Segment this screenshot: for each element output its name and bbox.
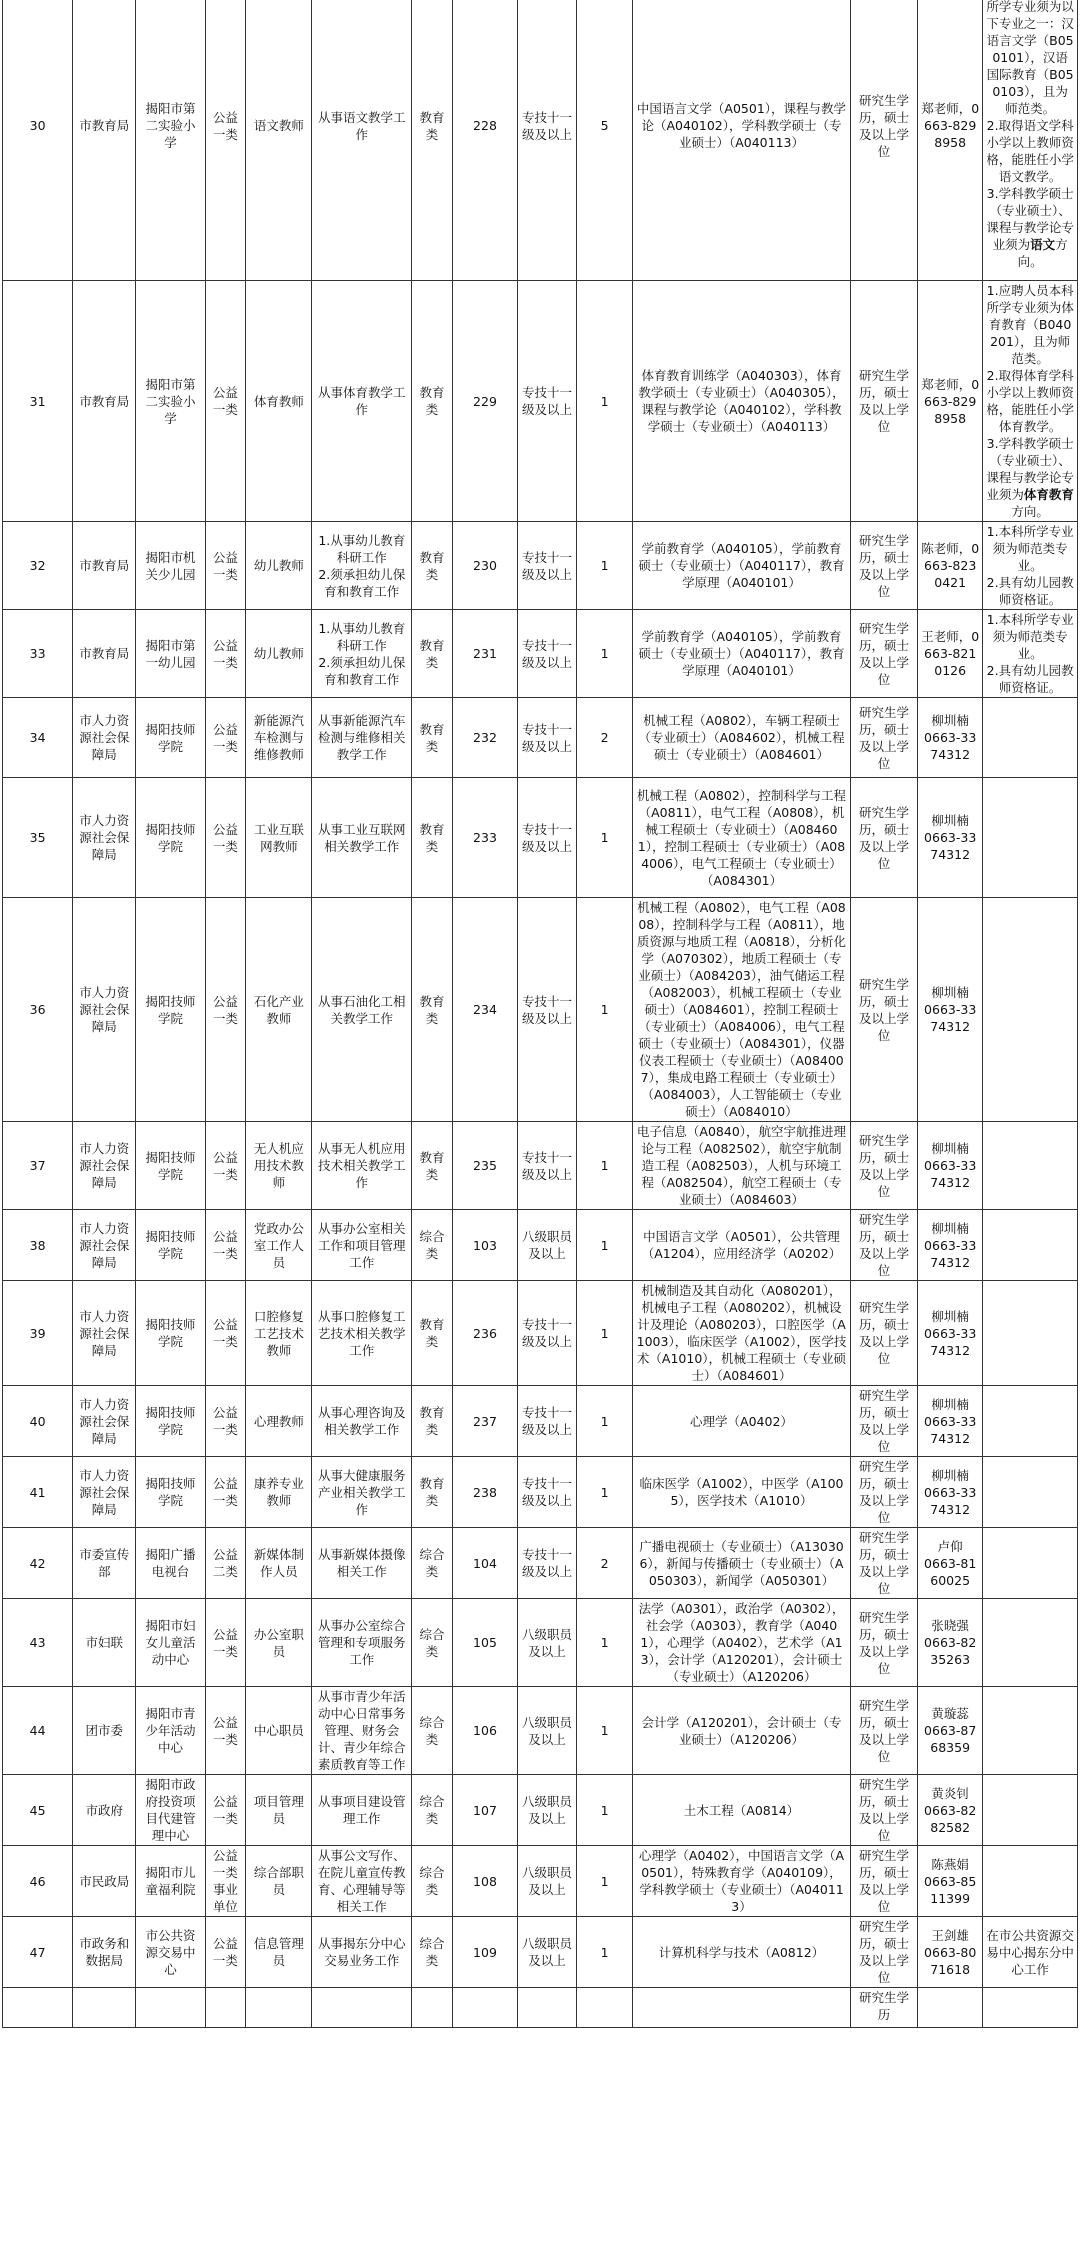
cell-dept: 市人力资源社会保障局 — [73, 898, 136, 1122]
cell-code: 107 — [452, 1775, 517, 1846]
table-row — [3, 1917, 1078, 1988]
note-text: 1.本科所学专业须为师范类专业。 2.具有幼儿园教师资格证。 — [986, 524, 1074, 607]
cell-note — [983, 1846, 1078, 1917]
cell-contact — [918, 1988, 983, 2028]
cell-no: 41 — [3, 1457, 73, 1528]
cell-duty: 从事市青少年活动中心日常事务管理、财务会计、青少年综合素质教育等工作 — [312, 1687, 412, 1775]
cell-duty — [312, 1988, 412, 2028]
cell-post: 语文教师 — [246, 0, 312, 281]
cell-type: 公益一类 — [205, 281, 246, 522]
cell-edu: 研究生学历，硕士及以上学位 — [850, 1917, 917, 1988]
cell-contact: 柳圳楠 0663-3374312 — [918, 1457, 983, 1528]
cell-duty: 从事石油化工相关教学工作 — [312, 898, 412, 1122]
cell-type — [205, 1988, 246, 2028]
cell-count: 1 — [577, 1917, 633, 1988]
cell-note — [983, 1281, 1078, 1386]
note-emphasis: 语文 — [1030, 237, 1056, 252]
cell-level: 专技十一级及以上 — [518, 610, 577, 698]
cell-duty: 1.从事幼儿教育科研工作 2.须承担幼儿保育和教育工作 — [312, 522, 412, 610]
cell-category: 综合类 — [412, 1528, 453, 1599]
cell-post: 康养专业教师 — [246, 1457, 312, 1528]
cell-contact: 王老师，0663-8210126 — [918, 610, 983, 698]
cell-type: 公益一类 — [205, 1386, 246, 1457]
cell-unit: 揭阳技师学院 — [136, 698, 205, 778]
cell-unit: 揭阳市妇女儿童活动中心 — [136, 1599, 205, 1687]
cell-code: 231 — [452, 610, 517, 698]
cell-code: 235 — [452, 1122, 517, 1210]
table-row — [3, 1687, 1078, 1775]
cell-level: 专技十一级及以上 — [518, 281, 577, 522]
cell-post: 幼儿教师 — [246, 522, 312, 610]
cell-code: 230 — [452, 522, 517, 610]
note-text: 1.本科所学专业须为师范类专业。 2.具有幼儿园教师资格证。 — [986, 612, 1074, 695]
cell-dept: 市民政局 — [73, 1846, 136, 1917]
cell-major: 机械工程（A0802），控制科学与工程（A0811），电气工程（A0808），机械工程硕士（专业硕士）（A084601），控制工程硕士（专业硕士）（A084006），电气工程硕士（专业硕士）（A084301） — [633, 778, 851, 898]
cell-unit: 揭阳技师学院 — [136, 778, 205, 898]
cell-count: 1 — [577, 610, 633, 698]
cell-count: 1 — [577, 1846, 633, 1917]
cell-duty: 从事工业互联网相关教学工作 — [312, 778, 412, 898]
cell-code: 108 — [452, 1846, 517, 1917]
cell-type: 公益一类 — [205, 1457, 246, 1528]
cell-major: 机械工程（A0802），电气工程（A0808），控制科学与工程（A0811），地质资源与地质工程（A0818），分析化学（A070302），地质工程硕士（专业硕士）（A084203），油气储运工程（A082003），机械工程硕士（专业硕士）（A084601），控制工程硕士（专业硕士）（A084006），电气工程硕士（专业硕士）（A084301），仪器仪表工程硕士（专业硕士）（A084007），集成电路工程硕士（专业硕士）（A084003），人工智能硕士（专业硕士）（A084010） — [633, 898, 851, 1122]
cell-major: 电子信息（A0840），航空宇航推进理论与工程（A082502），航空宇航制造工程（A082503），人机与环境工程（A082504），航空工程硕士（专业硕士）（A084603） — [633, 1122, 851, 1210]
cell-edu: 研究生学历，硕士及以上学位 — [850, 778, 917, 898]
cell-no — [3, 1988, 73, 2028]
cell-level: 专技十一级及以上 — [518, 0, 577, 281]
cell-duty: 从事公文写作、在院儿童宣传教育、心理辅导等相关工作 — [312, 1846, 412, 1917]
cell-duty: 从事语文教学工作 — [312, 0, 412, 281]
cell-major: 法学（A0301），政治学（A0302），社会学（A0303），教育学（A0401），心理学（A0402），艺术学（A13），会计学（A120201），会计硕士（专业硕士）（A120206） — [633, 1599, 851, 1687]
cell-type: 公益一类 — [205, 0, 246, 281]
cell-count: 5 — [577, 0, 633, 281]
table-row — [3, 281, 1078, 522]
cell-contact: 卢仰 0663-8160025 — [918, 1528, 983, 1599]
cell-level: 八级职员及以上 — [518, 1846, 577, 1917]
cell-no: 43 — [3, 1599, 73, 1687]
cell-code: 232 — [452, 698, 517, 778]
cell-count: 1 — [577, 1775, 633, 1846]
cell-edu: 研究生学历，硕士及以上学位 — [850, 0, 917, 281]
cell-dept: 市教育局 — [73, 281, 136, 522]
cell-note — [983, 0, 1078, 281]
cell-contact: 柳圳楠 0663-3374312 — [918, 1122, 983, 1210]
cell-edu: 研究生学历，硕士及以上学位 — [850, 898, 917, 1122]
cell-category: 教育类 — [412, 898, 453, 1122]
cell-post: 心理教师 — [246, 1386, 312, 1457]
cell-code: 229 — [452, 281, 517, 522]
cell-note — [983, 1528, 1078, 1599]
cell-no: 44 — [3, 1687, 73, 1775]
cell-dept: 市教育局 — [73, 610, 136, 698]
cell-unit: 揭阳市青少年活动中心 — [136, 1687, 205, 1775]
cell-count: 2 — [577, 1528, 633, 1599]
table-row — [3, 522, 1078, 610]
cell-type: 公益一类 — [205, 898, 246, 1122]
cell-note — [983, 1386, 1078, 1457]
cell-duty: 1.从事幼儿教育科研工作 2.须承担幼儿保育和教育工作 — [312, 610, 412, 698]
cell-count: 1 — [577, 1457, 633, 1528]
cell-type: 公益一类 — [205, 1687, 246, 1775]
cell-unit: 揭阳市儿童福利院 — [136, 1846, 205, 1917]
note-tail: 方向。 — [1017, 237, 1068, 269]
cell-post: 办公室职员 — [246, 1599, 312, 1687]
cell-duty: 从事心理咨询及相关教学工作 — [312, 1386, 412, 1457]
table-row — [3, 1281, 1078, 1386]
cell-contact: 柳圳楠 0663-3374312 — [918, 778, 983, 898]
cell-code: 105 — [452, 1599, 517, 1687]
cell-no: 34 — [3, 698, 73, 778]
cell-category: 教育类 — [412, 1281, 453, 1386]
cell-level: 八级职员及以上 — [518, 1775, 577, 1846]
cell-dept: 团市委 — [73, 1687, 136, 1775]
cell-unit — [136, 1988, 205, 2028]
cell-edu: 研究生学历，硕士及以上学位 — [850, 281, 917, 522]
cell-duty: 从事无人机应用技术相关教学工作 — [312, 1122, 412, 1210]
table-row — [3, 1122, 1078, 1210]
cell-code: 233 — [452, 778, 517, 898]
cell-category: 教育类 — [412, 0, 453, 281]
cell-count — [577, 1988, 633, 2028]
cell-post: 信息管理员 — [246, 1917, 312, 1988]
cell-major — [633, 1988, 851, 2028]
cell-unit: 揭阳广播电视台 — [136, 1528, 205, 1599]
cell-contact: 柳圳楠 0663-3374312 — [918, 1210, 983, 1281]
note-tail: 方向。 — [1011, 504, 1049, 519]
cell-duty: 从事口腔修复工艺技术相关教学工作 — [312, 1281, 412, 1386]
cell-edu: 研究生学历，硕士及以上学位 — [850, 1528, 917, 1599]
cell-level: 专技十一级及以上 — [518, 778, 577, 898]
cell-type: 公益一类 — [205, 1599, 246, 1687]
cell-no: 37 — [3, 1122, 73, 1210]
cell-code — [452, 1988, 517, 2028]
cell-note — [983, 610, 1078, 698]
cell-category: 综合类 — [412, 1599, 453, 1687]
cell-edu: 研究生学历，硕士及以上学位 — [850, 1386, 917, 1457]
cell-count: 2 — [577, 698, 633, 778]
cell-level: 专技十一级及以上 — [518, 522, 577, 610]
cell-category: 综合类 — [412, 1846, 453, 1917]
note-emphasis: 体育教育 — [1023, 487, 1074, 502]
cell-unit: 揭阳技师学院 — [136, 1210, 205, 1281]
cell-unit: 揭阳技师学院 — [136, 898, 205, 1122]
cell-major: 机械工程（A0802），车辆工程硕士（专业硕士）（A084602），机械工程硕士（专业硕士）（A084601） — [633, 698, 851, 778]
cell-edu: 研究生学历，硕士及以上学位 — [850, 1846, 917, 1917]
cell-unit: 揭阳市第二实验小学 — [136, 281, 205, 522]
cell-note — [983, 522, 1078, 610]
cell-no: 42 — [3, 1528, 73, 1599]
cell-type: 公益一类 — [205, 1281, 246, 1386]
cell-category: 综合类 — [412, 1775, 453, 1846]
cell-post: 工业互联网教师 — [246, 778, 312, 898]
cell-category: 综合类 — [412, 1917, 453, 1988]
cell-code: 106 — [452, 1687, 517, 1775]
cell-code: 104 — [452, 1528, 517, 1599]
table-row — [3, 698, 1078, 778]
cell-level: 专技十一级及以上 — [518, 1122, 577, 1210]
cell-type: 公益二类 — [205, 1528, 246, 1599]
cell-count: 1 — [577, 1210, 633, 1281]
cell-no: 47 — [3, 1917, 73, 1988]
cell-code: 228 — [452, 0, 517, 281]
cell-contact: 黄炎钊 0663-8282582 — [918, 1775, 983, 1846]
cell-dept: 市人力资源社会保障局 — [73, 1386, 136, 1457]
table-row — [3, 1457, 1078, 1528]
cell-level: 八级职员及以上 — [518, 1917, 577, 1988]
cell-contact: 柳圳楠 0663-3374312 — [918, 898, 983, 1122]
cell-code: 103 — [452, 1210, 517, 1281]
note-text: 1.应聘人员本科所学专业须为体育教育（B040201），且为师范类。 2.取得体育学科小学以上教师资格，能胜任小学体育教学。 3.学科教学硕士（专业硕士）、课程与教学论专业须为 — [986, 283, 1074, 502]
cell-dept: 市人力资源社会保障局 — [73, 1457, 136, 1528]
cell-unit: 揭阳技师学院 — [136, 1386, 205, 1457]
cell-contact: 王剑雄 0663-8071618 — [918, 1917, 983, 1988]
cell-post: 无人机应用技术教师 — [246, 1122, 312, 1210]
cell-contact: 张晓强 0663-8235263 — [918, 1599, 983, 1687]
cell-level: 专技十一级及以上 — [518, 1281, 577, 1386]
cell-dept — [73, 1988, 136, 2028]
cell-level: 专技十一级及以上 — [518, 1528, 577, 1599]
cell-dept: 市人力资源社会保障局 — [73, 698, 136, 778]
cell-duty: 从事项目建设管理工作 — [312, 1775, 412, 1846]
cell-major: 学前教育学（A040105），学前教育硕士（专业硕士）（A040117），教育学原理（A040101） — [633, 522, 851, 610]
cell-dept: 市教育局 — [73, 0, 136, 281]
cell-edu: 研究生学历，硕士及以上学位 — [850, 698, 917, 778]
cell-no: 40 — [3, 1386, 73, 1457]
table-row-partial — [3, 1988, 1078, 2028]
cell-post: 中心职员 — [246, 1687, 312, 1775]
cell-edu: 研究生学历，硕士及以上学位 — [850, 1281, 917, 1386]
cell-duty: 从事揭东分中心交易业务工作 — [312, 1917, 412, 1988]
cell-type: 公益一类 — [205, 1917, 246, 1988]
cell-note — [983, 1599, 1078, 1687]
table-row — [3, 1210, 1078, 1281]
table-row — [3, 1386, 1078, 1457]
cell-category: 教育类 — [412, 1457, 453, 1528]
cell-edu: 研究生学历，硕士及以上学位 — [850, 1599, 917, 1687]
cell-type: 公益一类 — [205, 522, 246, 610]
cell-edu: 研究生学历，硕士及以上学位 — [850, 1210, 917, 1281]
cell-level — [518, 1988, 577, 2028]
cell-no: 30 — [3, 0, 73, 281]
cell-note — [983, 698, 1078, 778]
cell-code: 238 — [452, 1457, 517, 1528]
cell-no: 45 — [3, 1775, 73, 1846]
cell-no: 31 — [3, 281, 73, 522]
cell-post: 幼儿教师 — [246, 610, 312, 698]
cell-type: 公益一类 — [205, 610, 246, 698]
cell-note — [983, 1775, 1078, 1846]
table-row — [3, 1599, 1078, 1687]
cell-duty: 从事体育教学工作 — [312, 281, 412, 522]
cell-category: 教育类 — [412, 1386, 453, 1457]
cell-dept: 市教育局 — [73, 522, 136, 610]
cell-count: 1 — [577, 522, 633, 610]
cell-category: 综合类 — [412, 1687, 453, 1775]
cell-dept: 市人力资源社会保障局 — [73, 1122, 136, 1210]
cell-type: 公益一类 — [205, 1210, 246, 1281]
cell-edu: 研究生学历，硕士及以上学位 — [850, 1775, 917, 1846]
cell-count: 1 — [577, 1386, 633, 1457]
table-row — [3, 778, 1078, 898]
cell-duty: 从事大健康服务产业相关教学工作 — [312, 1457, 412, 1528]
cell-dept: 市妇联 — [73, 1599, 136, 1687]
cell-no: 38 — [3, 1210, 73, 1281]
cell-edu: 研究生学历，硕士及以上学位 — [850, 1687, 917, 1775]
cell-major: 学前教育学（A040105），学前教育硕士（专业硕士）（A040117），教育学原理（A040101） — [633, 610, 851, 698]
cell-level: 八级职员及以上 — [518, 1687, 577, 1775]
cell-duty: 从事新媒体摄像相关工作 — [312, 1528, 412, 1599]
cell-post: 项目管理员 — [246, 1775, 312, 1846]
note-text: 在市公共资源交易中心揭东分中心工作 — [986, 1927, 1074, 1977]
cell-count: 1 — [577, 778, 633, 898]
cell-type: 公益一类 — [205, 698, 246, 778]
cell-category: 教育类 — [412, 778, 453, 898]
cell-post: 综合部职员 — [246, 1846, 312, 1917]
cell-level: 八级职员及以上 — [518, 1210, 577, 1281]
cell-code: 234 — [452, 898, 517, 1122]
cell-category — [412, 1988, 453, 2028]
cell-unit: 揭阳技师学院 — [136, 1457, 205, 1528]
cell-edu: 研究生学历，硕士及以上学位 — [850, 1122, 917, 1210]
cell-category: 教育类 — [412, 522, 453, 610]
table-row — [3, 0, 1078, 281]
cell-post: 石化产业教师 — [246, 898, 312, 1122]
cell-major: 计算机科学与技术（A0812） — [633, 1917, 851, 1988]
cell-major: 心理学（A0402），中国语言文学（A0501），特殊教育学（A040109），学科教学硕士（专业硕士）（A040113） — [633, 1846, 851, 1917]
cell-post: 新能源汽车检测与维修教师 — [246, 698, 312, 778]
cell-category: 教育类 — [412, 610, 453, 698]
cell-no: 39 — [3, 1281, 73, 1386]
cell-no: 33 — [3, 610, 73, 698]
cell-type: 公益一类 — [205, 1775, 246, 1846]
cell-contact: 柳圳楠 0663-3374312 — [918, 1386, 983, 1457]
cell-note — [983, 281, 1078, 522]
cell-code: 237 — [452, 1386, 517, 1457]
cell-dept: 市人力资源社会保障局 — [73, 778, 136, 898]
cell-duty: 从事新能源汽车检测与维修相关教学工作 — [312, 698, 412, 778]
cell-unit: 揭阳技师学院 — [136, 1122, 205, 1210]
table-row — [3, 898, 1078, 1122]
cell-contact: 黄璇蕊 0663-8768359 — [918, 1687, 983, 1775]
table-row — [3, 1528, 1078, 1599]
cell-count: 1 — [577, 281, 633, 522]
cell-note — [983, 1210, 1078, 1281]
cell-code: 109 — [452, 1917, 517, 1988]
cell-count: 1 — [577, 1122, 633, 1210]
cell-major: 心理学（A0402） — [633, 1386, 851, 1457]
cell-type: 公益一类事业单位 — [205, 1846, 246, 1917]
cell-contact: 陈老师，0663-8230421 — [918, 522, 983, 610]
cell-count: 1 — [577, 1687, 633, 1775]
cell-count: 1 — [577, 1599, 633, 1687]
cell-category: 教育类 — [412, 281, 453, 522]
cell-type: 公益一类 — [205, 778, 246, 898]
cell-no: 35 — [3, 778, 73, 898]
cell-unit: 揭阳市机关少儿园 — [136, 522, 205, 610]
table-body — [3, 0, 1078, 2028]
cell-category: 教育类 — [412, 698, 453, 778]
cell-level: 专技十一级及以上 — [518, 698, 577, 778]
cell-post: 新媒体制作人员 — [246, 1528, 312, 1599]
cell-duty: 从事办公室相关工作和项目管理工作 — [312, 1210, 412, 1281]
note-text: 所学专业须为以下专业之一：汉语言文学（B050101），汉语国际教育（B050103），且为师范类。 2.取得语文学科小学以上教师资格，能胜任小学语文教学。 3.学科教学硕士（专业硕士）、课程与教学论专业须为 — [986, 0, 1074, 252]
cell-post: 体育教师 — [246, 281, 312, 522]
cell-note — [983, 1988, 1078, 2028]
cell-count: 1 — [577, 898, 633, 1122]
cell-dept: 市政务和数据局 — [73, 1917, 136, 1988]
cell-note — [983, 778, 1078, 898]
table-row — [3, 1846, 1078, 1917]
cell-edu: 研究生学历，硕士及以上学位 — [850, 610, 917, 698]
cell-major: 广播电视硕士（专业硕士）（A130306），新闻与传播硕士（专业硕士）（A050303），新闻学（A050301） — [633, 1528, 851, 1599]
cell-dept: 市人力资源社会保障局 — [73, 1281, 136, 1386]
cell-contact: 郑老师，0663-8298958 — [918, 281, 983, 522]
recruitment-table — [2, 0, 1078, 2028]
cell-edu: 研究生学历 — [850, 1988, 917, 2028]
cell-level: 八级职员及以上 — [518, 1599, 577, 1687]
cell-note — [983, 898, 1078, 1122]
cell-count: 1 — [577, 1281, 633, 1386]
cell-major: 土木工程（A0814） — [633, 1775, 851, 1846]
cell-major: 中国语言文学（A0501），公共管理（A1204），应用经济学（A0202） — [633, 1210, 851, 1281]
cell-dept: 市政府 — [73, 1775, 136, 1846]
table-row — [3, 1775, 1078, 1846]
cell-unit: 揭阳市第二实验小学 — [136, 0, 205, 281]
cell-no: 32 — [3, 522, 73, 610]
cell-unit: 市公共资源交易中心 — [136, 1917, 205, 1988]
cell-contact: 陈燕娟 0663-8511399 — [918, 1846, 983, 1917]
cell-level: 专技十一级及以上 — [518, 1457, 577, 1528]
cell-note — [983, 1917, 1078, 1988]
cell-contact: 郑老师，0663-8298958 — [918, 0, 983, 281]
cell-unit: 揭阳市政府投资项目代建管理中心 — [136, 1775, 205, 1846]
cell-note — [983, 1687, 1078, 1775]
cell-major: 体育教育训练学（A040303），体育教学硕士（专业硕士）（A040305），课程与教学论（A040102），学科教学硕士（专业硕士）（A040113） — [633, 281, 851, 522]
cell-post: 口腔修复工艺技术教师 — [246, 1281, 312, 1386]
cell-unit: 揭阳技师学院 — [136, 1281, 205, 1386]
cell-contact: 柳圳楠 0663-3374312 — [918, 698, 983, 778]
table-row — [3, 610, 1078, 698]
cell-post: 党政办公室工作人员 — [246, 1210, 312, 1281]
cell-edu: 研究生学历，硕士及以上学位 — [850, 1457, 917, 1528]
cell-unit: 揭阳市第一幼儿园 — [136, 610, 205, 698]
cell-dept: 市委宣传部 — [73, 1528, 136, 1599]
cell-note — [983, 1122, 1078, 1210]
cell-type: 公益一类 — [205, 1122, 246, 1210]
cell-category: 教育类 — [412, 1122, 453, 1210]
cell-category: 综合类 — [412, 1210, 453, 1281]
cell-major: 临床医学（A1002），中医学（A1005），医学技术（A1010） — [633, 1457, 851, 1528]
cell-code: 236 — [452, 1281, 517, 1386]
cell-major: 中国语言文学（A0501），课程与教学论（A040102），学科教学硕士（专业硕士）（A040113） — [633, 0, 851, 281]
cell-level: 专技十一级及以上 — [518, 1386, 577, 1457]
cell-edu: 研究生学历，硕士及以上学位 — [850, 522, 917, 610]
cell-no: 46 — [3, 1846, 73, 1917]
cell-post — [246, 1988, 312, 2028]
cell-level: 专技十一级及以上 — [518, 898, 577, 1122]
cell-no: 36 — [3, 898, 73, 1122]
cell-major: 机械制造及其自动化（A080201），机械电子工程（A080202），机械设计及理论（A080203），口腔医学（A1003），临床医学（A1002），医学技术（A1010），机械工程硕士（专业硕士）（A084601） — [633, 1281, 851, 1386]
cell-contact: 柳圳楠 0663-3374312 — [918, 1281, 983, 1386]
cell-duty: 从事办公室综合管理和专项服务工作 — [312, 1599, 412, 1687]
cell-major: 会计学（A120201），会计硕士（专业硕士）（A120206） — [633, 1687, 851, 1775]
cell-dept: 市人力资源社会保障局 — [73, 1210, 136, 1281]
cell-note — [983, 1457, 1078, 1528]
